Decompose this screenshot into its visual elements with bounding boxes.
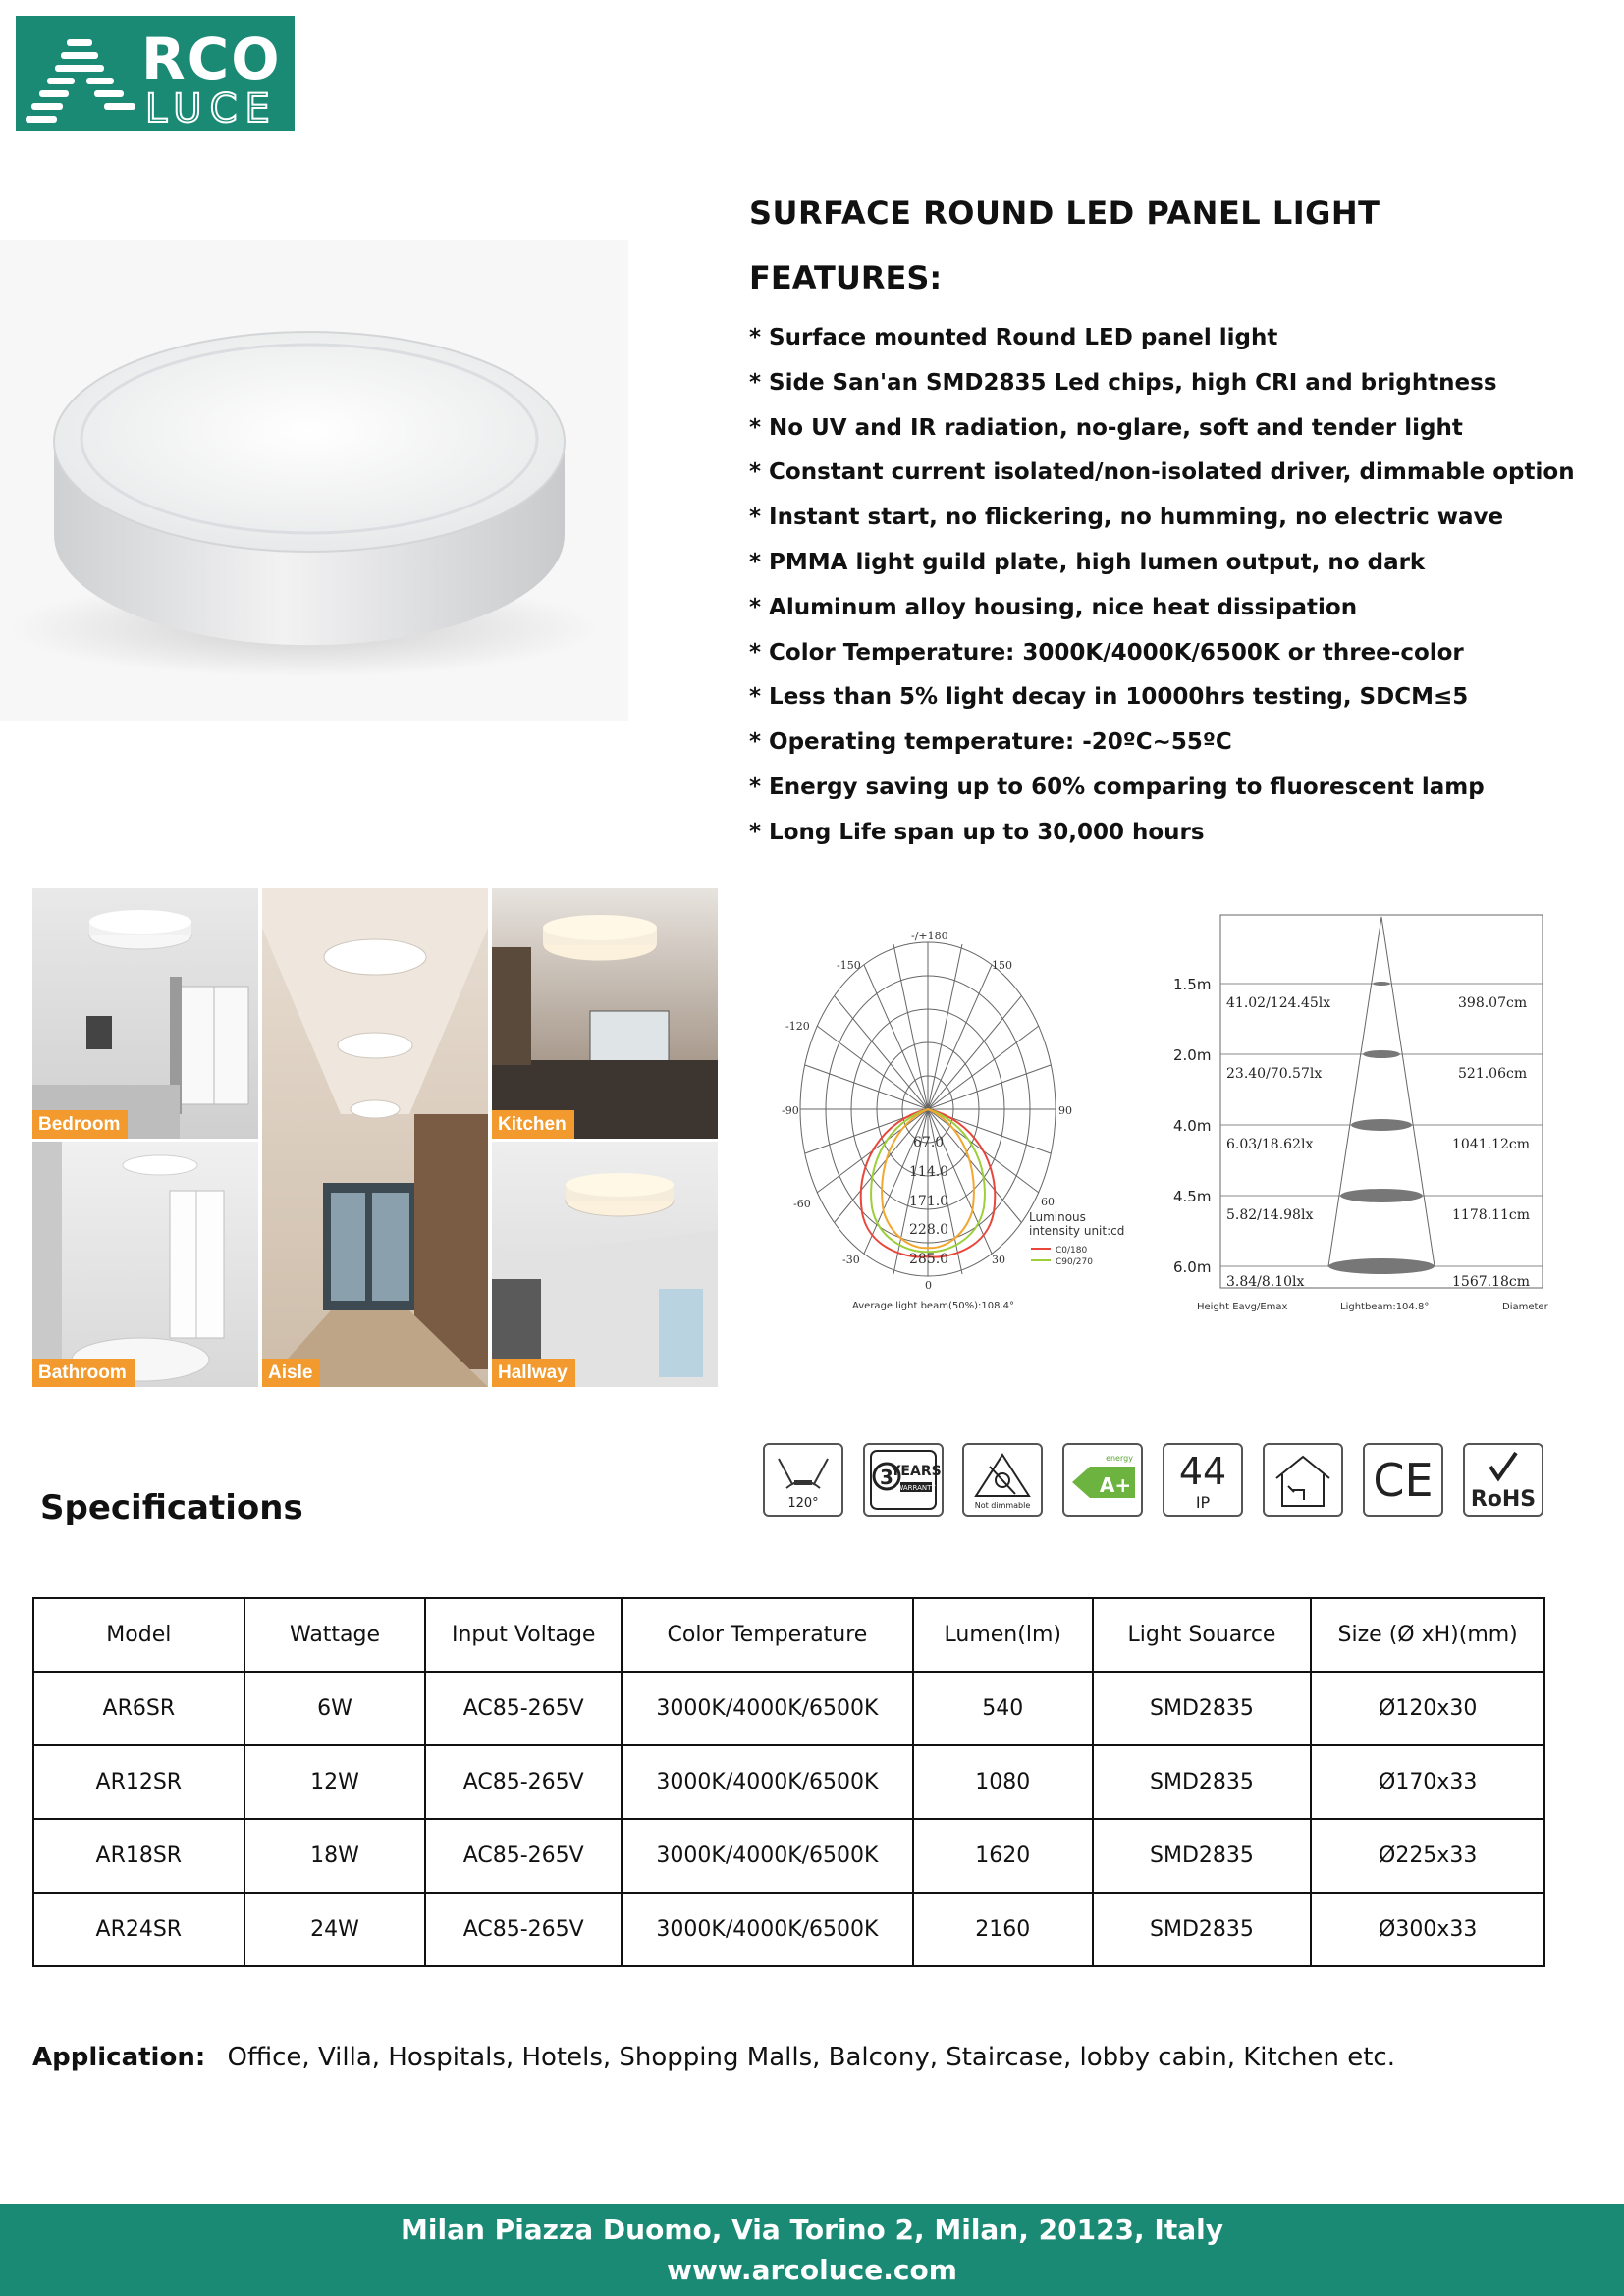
features-list <box>749 318 1575 858</box>
aisle-photo <box>262 888 488 1387</box>
polar-legend-c90: C90/270 <box>1056 1257 1093 1267</box>
feature-item: * Constant current isolated/non-isolated driver, dimmable option <box>749 459 1575 486</box>
warranty-icon <box>863 1443 944 1517</box>
table-cell: AR6SR <box>33 1672 244 1745</box>
feature-item: * Side San'an SMD2835 Led chips, high CRI and brightness <box>749 369 1497 396</box>
table-cell: SMD2835 <box>1093 1745 1312 1819</box>
beam-diameter-value: 398.07cm <box>1458 995 1528 1011</box>
beam-height-label: 1.5m <box>1173 976 1212 993</box>
table-cell: Ø300x33 <box>1311 1893 1544 1966</box>
beam-height-label: 4.0m <box>1173 1117 1212 1135</box>
warranty-word: WARRANTY <box>896 1484 936 1492</box>
table-row <box>33 1819 1544 1893</box>
beam-footer-mid: Lightbeam:104.8° <box>1340 1302 1430 1312</box>
application-text: Office, Villa, Hospitals, Hotels, Shopping Malls, Balcony, Staircase, lobby cabin, Kitchen etc. <box>227 2043 1395 2072</box>
polar-distribution-diagram <box>756 928 1125 1320</box>
polar-angle-label: -90 <box>782 1104 799 1117</box>
hallway-photo <box>492 1142 718 1387</box>
product-image <box>0 240 628 721</box>
polar-ring-value: 114.0 <box>909 1164 949 1180</box>
column-header: Lumen(lm) <box>913 1598 1093 1672</box>
room-label-bathroom: Bathroom <box>32 1359 135 1387</box>
table-cell: 3000K/4000K/6500K <box>622 1672 913 1745</box>
ce-mark-icon <box>1363 1443 1443 1517</box>
table-row <box>33 1893 1544 1966</box>
ce-text: CE <box>1373 1454 1434 1507</box>
feature-item: * Energy saving up to 60% comparing to fluorescent lamp <box>749 774 1485 800</box>
table-cell: 540 <box>913 1672 1093 1745</box>
table-cell: 3000K/4000K/6500K <box>622 1745 913 1819</box>
table-cell: 12W <box>244 1745 426 1819</box>
beam-angle-icon <box>763 1443 843 1517</box>
table-row <box>33 1745 1544 1819</box>
polar-angle-label: 150 <box>992 959 1012 972</box>
kitchen-photo <box>492 888 718 1139</box>
column-header: Input Voltage <box>425 1598 622 1672</box>
polar-label-top: -/+180 <box>911 930 948 942</box>
table-cell: 24W <box>244 1893 426 1966</box>
column-header: Wattage <box>244 1598 426 1672</box>
beam-height-label: 4.5m <box>1173 1188 1212 1205</box>
polar-ring-value: 285.0 <box>909 1252 949 1267</box>
polar-ring-value: 171.0 <box>909 1194 949 1209</box>
polar-ring-value: 67.0 <box>913 1135 945 1150</box>
table-cell: 3000K/4000K/6500K <box>622 1893 913 1966</box>
table-cell: AR12SR <box>33 1745 244 1819</box>
table-cell: 1620 <box>913 1819 1093 1893</box>
polar-ring-value: 228.0 <box>909 1222 949 1238</box>
beam-illuminance-value: 41.02/124.45lx <box>1226 995 1331 1011</box>
table-cell: 1080 <box>913 1745 1093 1819</box>
room-label-bedroom: Bedroom <box>32 1110 128 1139</box>
page-footer <box>0 2204 1624 2296</box>
table-cell: AC85-265V <box>425 1672 622 1745</box>
table-cell: 2160 <box>913 1893 1093 1966</box>
ip-number: 44 <box>1178 1450 1227 1493</box>
feature-item: * Long Life span up to 30,000 hours <box>749 819 1205 845</box>
room-label-aisle: Aisle <box>262 1359 320 1387</box>
table-cell: 3000K/4000K/6500K <box>622 1819 913 1893</box>
warranty-years: YEARS <box>891 1464 942 1479</box>
feature-item: * No UV and IR radiation, no-glare, soft and tender light <box>749 414 1463 441</box>
polar-angle-label: -120 <box>785 1020 810 1033</box>
table-cell: AC85-265V <box>425 1745 622 1819</box>
logo-bottom-text: LUCE <box>145 86 278 132</box>
table-cell: 18W <box>244 1819 426 1893</box>
column-header: Size (Ø xH)(mm) <box>1311 1598 1544 1672</box>
polar-footer: Average light beam(50%):108.4° <box>852 1301 1014 1311</box>
energy-class-text: A+ <box>1099 1473 1132 1497</box>
table-cell: Ø120x30 <box>1311 1672 1544 1745</box>
polar-angle-label: -150 <box>837 959 861 972</box>
rohs-text: RoHS <box>1470 1487 1537 1512</box>
beam-diameter-value: 1567.18cm <box>1452 1274 1531 1290</box>
table-row <box>33 1672 1544 1745</box>
beam-diameter-value: 1041.12cm <box>1452 1137 1531 1152</box>
ip-rating-icon <box>1163 1443 1243 1517</box>
specifications-table <box>32 1597 1545 1967</box>
table-cell: AC85-265V <box>425 1819 622 1893</box>
brand-logo <box>16 16 295 131</box>
polar-angle-label: 30 <box>992 1254 1005 1266</box>
bedroom-photo <box>32 888 258 1139</box>
table-cell: Ø225x33 <box>1311 1819 1544 1893</box>
column-header: Model <box>33 1598 244 1672</box>
energy-class-icon <box>1062 1443 1143 1517</box>
polar-angle-label: 60 <box>1041 1196 1055 1208</box>
polar-angle-label: -30 <box>842 1254 860 1266</box>
table-cell: AR24SR <box>33 1893 244 1966</box>
column-header: Color Temperature <box>622 1598 913 1672</box>
beam-illuminance-value: 5.82/14.98lx <box>1226 1207 1314 1223</box>
table-cell: SMD2835 <box>1093 1672 1312 1745</box>
not-dimmable-text: Not dimmable <box>974 1501 1031 1510</box>
beam-illuminance-diagram <box>1164 913 1546 1315</box>
ip-label: IP <box>1195 1493 1211 1512</box>
product-title: SURFACE ROUND LED PANEL LIGHT <box>749 194 1380 232</box>
polar-angle-label: 0 <box>925 1279 932 1292</box>
beam-footer-left: Height Eavg/Emax <box>1197 1302 1288 1312</box>
features-heading: FEATURES: <box>749 259 943 296</box>
feature-item: * Less than 5% light decay in 10000hrs testing, SDCM≤5 <box>749 684 1469 711</box>
footer-address: Milan Piazza Duomo, Via Torino 2, Milan, 20123, Italy <box>401 2214 1223 2246</box>
table-cell: 6W <box>244 1672 426 1745</box>
beam-angle-text: 120° <box>787 1496 819 1511</box>
room-label-hallway: Hallway <box>492 1359 575 1387</box>
feature-item: * Surface mounted Round LED panel light <box>749 325 1278 350</box>
polar-angle-label: -60 <box>793 1198 811 1210</box>
polar-angle-label: 90 <box>1058 1104 1072 1117</box>
polar-legend-title: Luminous <box>1029 1210 1086 1224</box>
beam-illuminance-value: 3.84/8.10lx <box>1226 1274 1305 1290</box>
logo-top-text: RCO <box>141 26 282 92</box>
beam-illuminance-value: 23.40/70.57lx <box>1226 1066 1323 1082</box>
table-cell: Ø170x33 <box>1311 1745 1544 1819</box>
indoor-use-icon <box>1263 1443 1343 1517</box>
beam-footer-right: Diameter <box>1502 1302 1548 1312</box>
footer-website-link[interactable]: www.arcoluce.com <box>667 2254 957 2286</box>
table-cell: SMD2835 <box>1093 1819 1312 1893</box>
table-cell: SMD2835 <box>1093 1893 1312 1966</box>
beam-height-label: 2.0m <box>1173 1046 1212 1064</box>
application-label: Application: <box>32 2043 206 2072</box>
application-line <box>32 2043 1395 2072</box>
feature-item: * PMMA light guild plate, high lumen output, no dark <box>749 549 1426 575</box>
feature-item: * Instant start, no flickering, no humming, no electric wave <box>749 505 1504 531</box>
beam-diameter-value: 1178.11cm <box>1452 1207 1531 1223</box>
feature-item: * Operating temperature: -20ºC~55ºC <box>749 729 1232 756</box>
energy-text: energy <box>1106 1454 1133 1463</box>
column-header: Light Souarce <box>1093 1598 1312 1672</box>
table-header-row <box>33 1598 1544 1672</box>
table-cell: AC85-265V <box>425 1893 622 1966</box>
beam-height-label: 6.0m <box>1173 1258 1212 1276</box>
feature-item: * Color Temperature: 3000K/4000K/6500K or three-color <box>749 639 1464 666</box>
polar-legend-c0: C0/180 <box>1056 1246 1088 1255</box>
rohs-icon <box>1463 1443 1543 1517</box>
beam-diameter-value: 521.06cm <box>1458 1066 1528 1082</box>
warranty-number: 3 <box>880 1466 893 1489</box>
application-photo-grid <box>32 888 718 1387</box>
feature-item: * Aluminum alloy housing, nice heat dissipation <box>749 594 1358 620</box>
bathroom-photo <box>32 1142 258 1387</box>
beam-illuminance-value: 6.03/18.62lx <box>1226 1137 1314 1152</box>
table-cell: AR18SR <box>33 1819 244 1893</box>
specifications-heading: Specifications <box>40 1488 303 1527</box>
not-dimmable-icon <box>962 1443 1043 1517</box>
polar-legend-title: intensity unit:cd <box>1029 1224 1125 1238</box>
room-label-kitchen: Kitchen <box>492 1110 574 1139</box>
